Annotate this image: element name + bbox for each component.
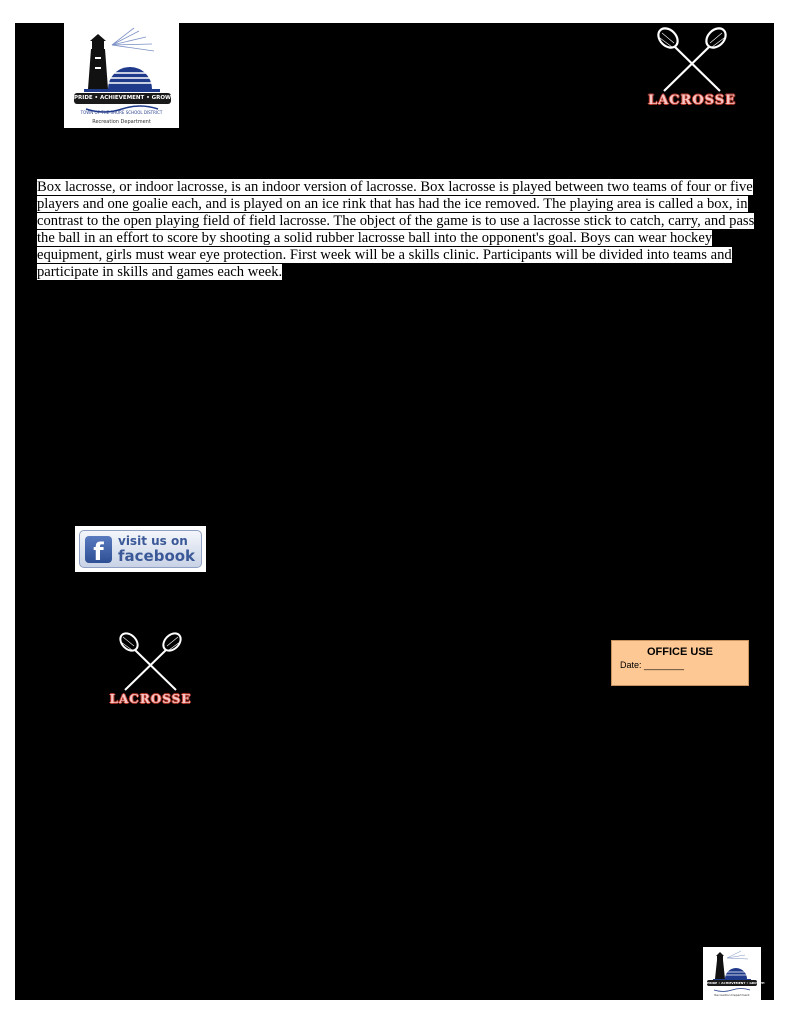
lacrosse-wordmark: LACROSSE [647,93,737,108]
logo-caption: Recreation Department [92,119,151,125]
facebook-button[interactable] [75,526,206,572]
logo-motto: PRIDE • ACHIEVEMENT • GROWTH [707,981,765,985]
logo-caption: Recreation Department [714,993,750,997]
office-use-box [611,640,749,686]
lacrosse-wordmark: LACROSSE [109,692,192,706]
office-use-title: OFFICE USE [646,646,713,658]
lacrosse-logo-top [640,25,744,110]
facebook-badge[interactable] [79,530,202,568]
logo-motto: PRIDE • ACHIEVEMENT • GROWTH [74,93,171,104]
logo-subtitle: TOWN OF THE SHORE SCHOOL DISTRICT [80,110,163,115]
facebook-line2: facebook [118,547,196,565]
lacrosse-logo-bottom [103,630,198,710]
facebook-icon: f [85,536,112,563]
office-use-date: Date: ________ [620,660,685,670]
district-logo-small [703,947,765,1000]
district-logo [64,23,179,128]
crossed-sticks-icon [103,630,198,692]
program-description: Box lacrosse, or indoor lacrosse, is an indoor version of lacrosse. Box lacrosse is played between two teams of four or five players and one goalie each, and is played on an ice rink that has had the ice removed. The playing area is called a box, in contrast to the open playing field of field lacrosse. The object of the game is to use a lacrosse stick to catch, carry, and pass the ball in an effort to score by shooting a solid rubber lacrosse ball into the opponent's goal. Boys can wear hockey equipment, girls must wear eye protection. First week will be a skills clinic. Participants will be divided into teams and participate in skills and games each week. [37,179,755,280]
page-background [15,23,774,1000]
facebook-line1: visit us on [118,534,188,548]
crossed-sticks-icon [640,25,744,95]
